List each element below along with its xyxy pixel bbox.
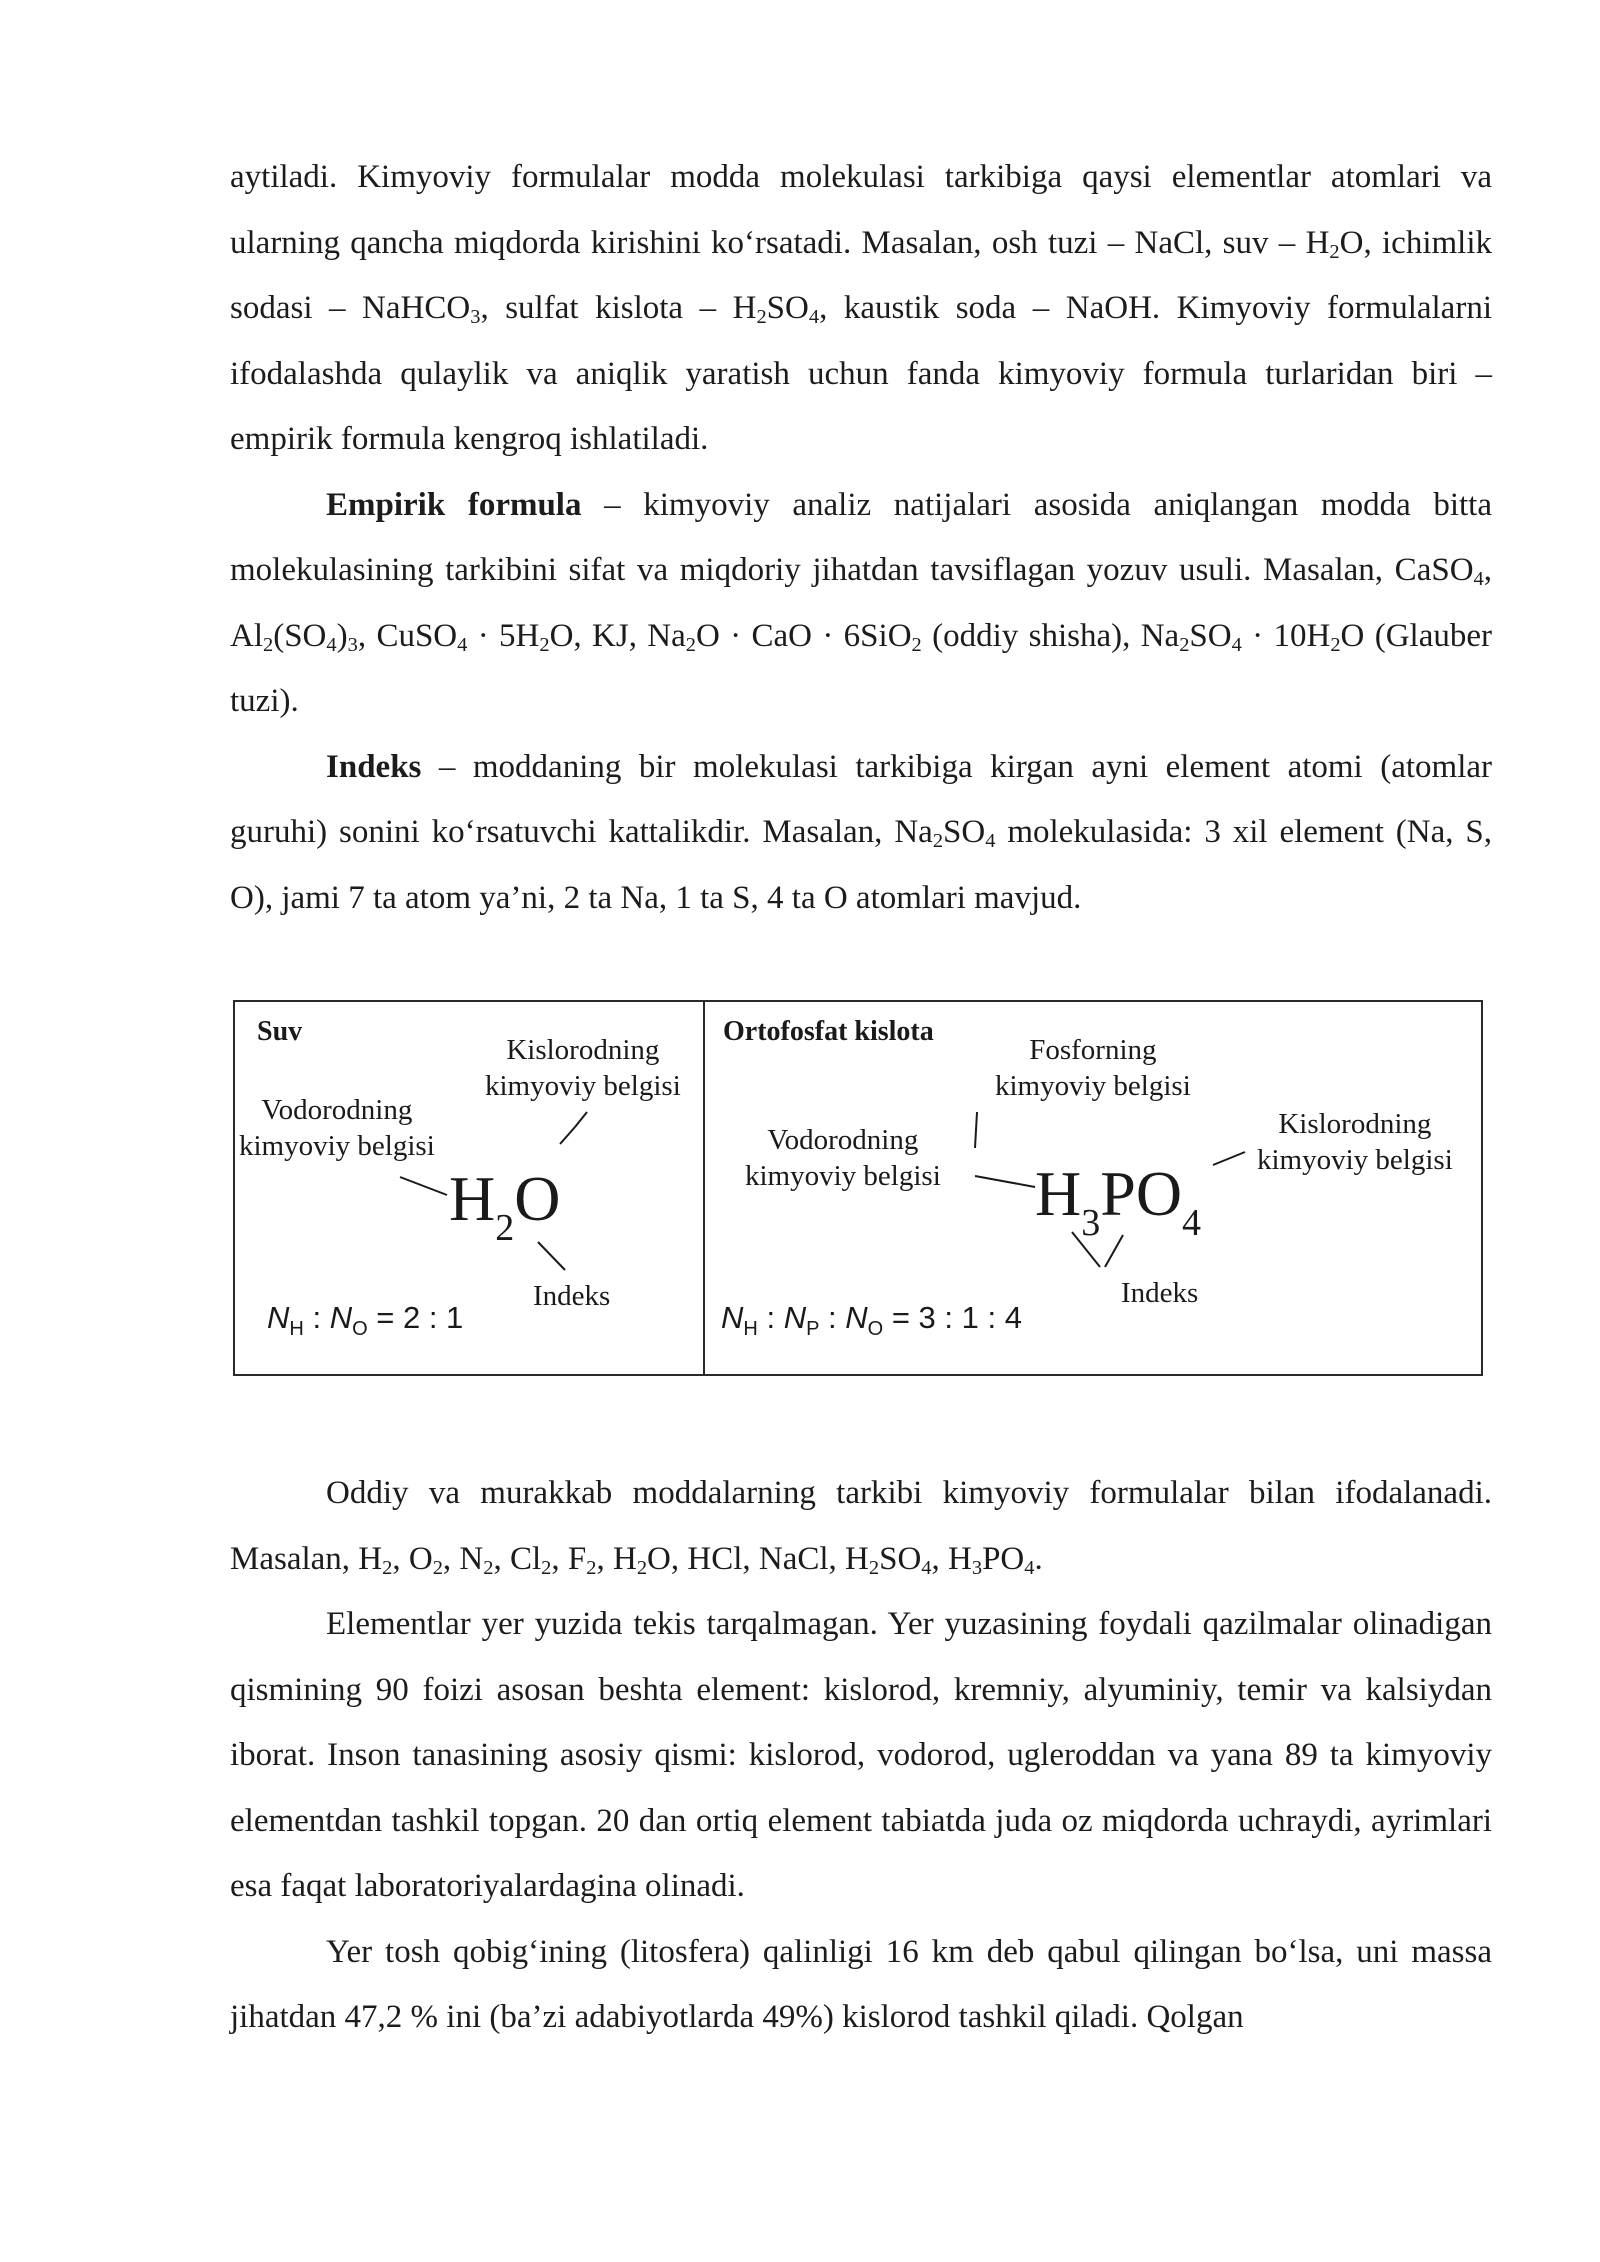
acid-formula: $H_3PO_4$ (1035, 1158, 1202, 1244)
formula-figure (233, 1000, 1483, 1376)
acid-phosphorus-label: Fosforning kimyoviy belgisi (995, 1034, 1191, 1102)
water-formula: $H_2O$ (449, 1163, 561, 1249)
paragraph-lithosphere: Yer tosh qobig‘ining (litosfera) qalinligi 16 km deb qabul qilingan bo‘lsa, uni massa jihatdan 47,2 % ini (ba’zi adabiyotlarda 49%) kislorod tashkil qiladi. Qolgan (230, 1933, 1492, 2035)
acid-index-label: Indeks (1121, 1277, 1199, 1309)
acid-hydrogen-pointer (975, 1176, 1035, 1187)
acid-oxygen-pointer (1213, 1152, 1245, 1165)
acid-title: Ortofosfat kislota (723, 1016, 934, 1047)
water-oxygen-label: Kislorodning kimyoviy belgisi (485, 1034, 681, 1102)
paragraph-formulas-intro: aytiladi. Kimyoviy formulalar modda molekulasi tarkibiga qaysi elementlar atomlari va ularning qancha miqdorda kirishini ko‘rsatadi. Masalan, osh tuzi – NaCl, suv – $H_2O$, ichimlik sodasi – NaHCO$_3$, sulfat kislota – $H_2SO_4$, kaustik soda – NaOH. Kimyoviy formulalarni ifodalashda qulaylik va aniqlik yaratish uchun fanda kimyoviy formula turlaridan biri – empirik formula kengroq ishlatiladi. (230, 159, 1492, 457)
water-oxygen-pointer (560, 1127, 575, 1144)
acid-ratio: $N_H$ : $N_P$ : $N_O = 3$ : 1 : 4 (721, 1300, 1022, 1340)
water-hydrogen-label: Vodorodning kimyoviy belgisi (239, 1094, 435, 1162)
term-indeks: Indeks (326, 748, 422, 785)
water-title: Suv (257, 1016, 303, 1047)
paragraph-simple-complex: Oddiy va murakkab moddalarning tarkibi kimyoviy formulalar bilan ifodalanadi. Masalan, $H_2$, $O_2$, $N_2$, $Cl_2$, $F_2$, $H_2O$, HCl, NaCl, $H_2SO_4$, $H_3PO_4$. (230, 1475, 1492, 1579)
acid-phosphorus-pointer (975, 1112, 977, 1148)
term-empirik-formula: Empirik formula (326, 486, 582, 523)
acid-oxygen-label: Kislorodning kimyoviy belgisi (1257, 1108, 1453, 1176)
acid-hydrogen-label: Vodorodning kimyoviy belgisi (745, 1124, 941, 1192)
paragraph-index: Indeks – moddaning bir molekulasi tarkibiga kirgan ayni element atomi (atomlar guruhi) sonini ko‘rsatuvchi kattalikdir. Masalan, $Na_2SO_4$ molekulasida: 3 xil element (Na, S, O), jami 7 ta atom ya’ni, 2 ta Na, 1 ta S, 4 ta O atomlari mavjud. (230, 748, 1493, 916)
paragraph-elements-distribution: Elementlar yer yuzida tekis tarqalmagan. Yer yuzasining foydali qazilmalar olinadigan qismining 90 foizi asosan beshta element: kislorod, kremniy, alyuminiy, temir va kalsiydan iborat. Inson tanasining asosiy qismi: kislorod, vodorod, ugleroddan va yana 89 ta kimyoviy elementdan tashkil topgan. 20 dan ortiq element tabiatda juda oz miqdorda uchraydi, ayrimlari esa faqat laboratoriyalardagina olinadi. (230, 1606, 1492, 1904)
water-hydrogen-pointer (400, 1177, 447, 1195)
water-index-label: Indeks (533, 1280, 611, 1312)
water-index-pointer (538, 1242, 565, 1270)
paragraph-empirical-formula: Empirik formula – kimyoviy analiz natijalari asosida aniqlangan modda bitta molekulasining tarkibini sifat va miqdoriy jihatdan tavsiflagan yozuv usuli. Masalan, CaSO$_4$, $Al_2(SO_4)_3$, CuSO$_4$ · $5H_2O$, KJ, $Na_2O$ · CaO · 6SiO$_2$ (oddiy shisha), $Na_2SO_4 \cdot 10H_2O$ (Glauber tuzi). (230, 486, 1493, 719)
water-ratio: $N_H$ : $N_O = 2$ : 1 (267, 1300, 464, 1340)
text-block-top (230, 145, 1492, 931)
acid-index-pointer-2 (1105, 1235, 1123, 1267)
text-block-bottom (230, 1461, 1492, 2051)
